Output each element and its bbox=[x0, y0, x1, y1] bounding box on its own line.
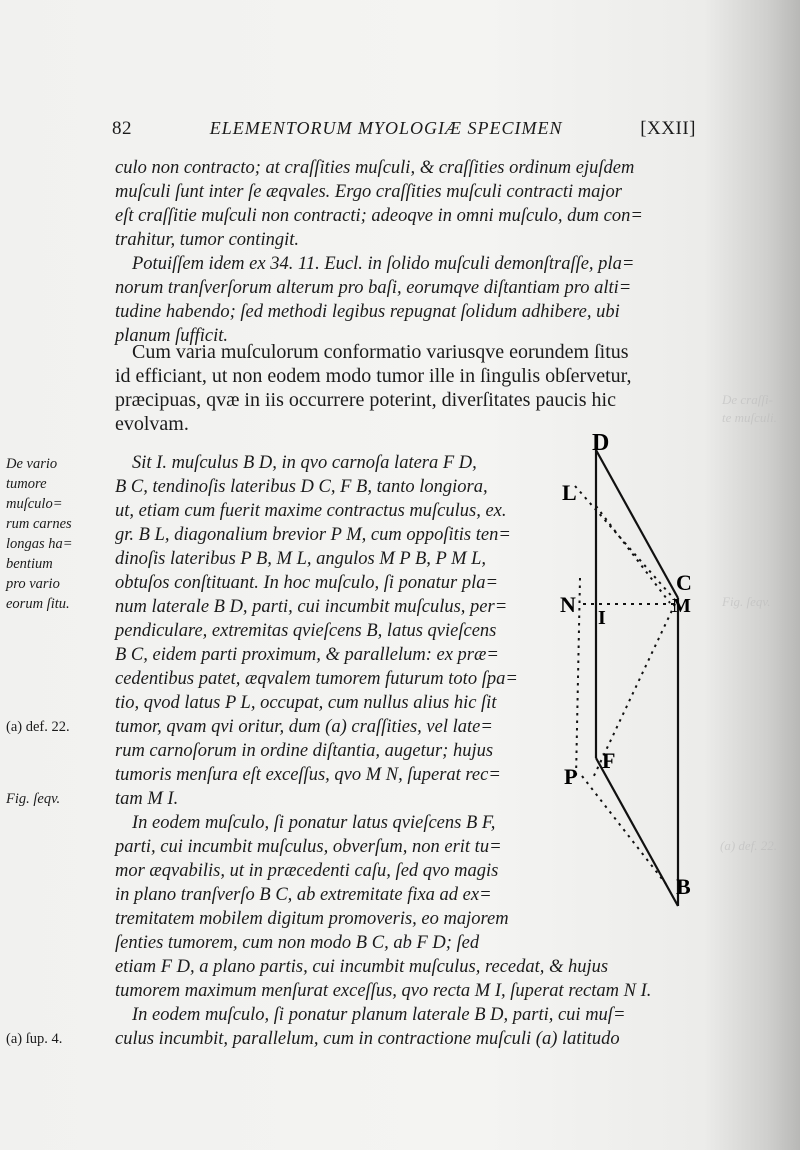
muscle-parallelogram-figure bbox=[548, 428, 708, 918]
page-number: 82 bbox=[112, 118, 132, 139]
text-line: parti, cui incumbit muſculus, obverſum, non erit tu= bbox=[115, 837, 502, 857]
text-line: tumorem maximum menſurat exceſſus, qvo recta M I, ſuperat rectam N I. bbox=[115, 981, 652, 1001]
label-l: L bbox=[562, 480, 577, 505]
margin-note-line: muſculo= bbox=[6, 496, 63, 512]
label-i: I bbox=[598, 607, 606, 629]
label-p: P bbox=[564, 764, 578, 789]
text-line: gr. B L, diagonalium brevior P M, cum oppoſitis ten= bbox=[115, 525, 511, 545]
text-line: tumoris menſura eſt exceſſus, qvo M N, ſuperat rec= bbox=[115, 765, 501, 785]
margin-note-fig-seqv: Fig. ſeqv. bbox=[6, 791, 61, 807]
text-line: præcipuas, qvæ in iis occurrere poterint, diverſitates paucis hic bbox=[115, 389, 616, 411]
text-line: obtuſos conſtituant. In hoc muſculo, ſi ponatur pla= bbox=[115, 573, 498, 593]
text-line: Potuiſſem idem ex 34. 11. Eucl. in ſolido muſculi demonſtraſſe, pla= bbox=[132, 254, 635, 274]
label-b: B bbox=[676, 874, 691, 899]
dotted-l-m-2 bbox=[596, 506, 670, 603]
text-line: Cum varia muſculorum conformatio variusqve eorundem ſitus bbox=[132, 341, 629, 363]
text-line: tremitatem mobilem digitum promoveris, eo majorem bbox=[115, 909, 509, 929]
label-c: C bbox=[676, 570, 692, 595]
section-number: [XXII] bbox=[640, 118, 696, 139]
text-line: etiam F D, a plano partis, cui incumbit muſculus, recedat, & hujus bbox=[115, 957, 609, 977]
label-m: M bbox=[672, 595, 691, 617]
margin-note-de-vario bbox=[6, 454, 110, 614]
dotted-p-b bbox=[582, 776, 666, 884]
label-n: N bbox=[560, 592, 576, 617]
label-f: F bbox=[602, 748, 616, 773]
text-line: tam M I. bbox=[115, 789, 179, 809]
running-title: ELEMENTORUM MYOLOGIÆ SPECIMEN bbox=[209, 118, 563, 138]
side-d-c bbox=[596, 450, 678, 598]
text-line: In eodem muſculo, ſi ponatur latus qvieſcens B F, bbox=[132, 813, 496, 833]
bleed-note-right-1: De craſſi- bbox=[722, 392, 773, 407]
text-line: rum carnoſorum in ordine diſtantia, augetur; hujus bbox=[115, 741, 494, 761]
text-line: culus incumbit, parallelum, cum in contractione muſculi (a) latitudo bbox=[115, 1029, 620, 1049]
figure-svg bbox=[548, 428, 708, 918]
text-line: In eodem muſculo, ſi ponatur planum laterale B D, parti, cui muſ= bbox=[132, 1005, 626, 1025]
text-line: pendiculare, extremitas qvieſcens B, latus qvieſcens bbox=[115, 621, 497, 641]
text-line: ſenties tumorem, cum non modo B C, ab F D; ſed bbox=[115, 933, 480, 953]
text-line: tio, qvod latus P L, occupat, cum nullus alius hic ſit bbox=[115, 693, 497, 713]
text-line: in plano tranſverſo B C, ab extremitate fixa ad ex= bbox=[115, 885, 492, 905]
margin-note-line: eorum ſitu. bbox=[6, 596, 70, 612]
text-line: trahitur, tumor contingit. bbox=[115, 230, 299, 250]
text-line: evolvam. bbox=[115, 413, 189, 435]
margin-note-line: tumore bbox=[6, 476, 47, 492]
text-line: culo non contracto; at craſſities muſculi, & craſſities ordinum ejuſdem bbox=[115, 158, 635, 178]
text-line: B C, eidem parti proximum, & parallelum: ex præ= bbox=[115, 645, 499, 665]
margin-note-line: bentium bbox=[6, 556, 53, 572]
text-line: tumor, qvam qvi oritur, dum (a) craſſities, vel late= bbox=[115, 717, 493, 737]
text-line: num laterale B D, parti, cui incumbit muſculus, per= bbox=[115, 597, 508, 617]
bleed-note-right-4: Fig. ſeqv. bbox=[722, 594, 771, 609]
margin-note-def-22: (a) def. 22. bbox=[6, 719, 70, 735]
margin-note-line: pro vario bbox=[6, 576, 60, 592]
bleed-note-right-2: te muſculi. bbox=[722, 410, 777, 425]
text-line: norum tranſverſorum alterum pro baſi, eorumqve diſtantiam pro alti= bbox=[115, 278, 632, 298]
running-header bbox=[112, 118, 696, 140]
bleed-note-right-3: (a) def. 22. bbox=[720, 838, 778, 853]
margin-note-sup-4: (a) ſup. 4. bbox=[6, 1031, 63, 1047]
text-line: ut, etiam cum fuerit maxime contractus muſculus, ex. bbox=[115, 501, 507, 521]
text-line: muſculi ſunt inter ſe æqvales. Ergo craſſities muſculi contracti major bbox=[115, 182, 622, 202]
text-line: eſt craſſitie muſculi non contracti; adeoqve in omni muſculo, dum con= bbox=[115, 206, 643, 226]
text-line: B C, tendinoſis lateribus D C, F B, tanto longiora, bbox=[115, 477, 488, 497]
text-line: dinoſis lateribus P B, M L, angulos M P B, P M L, bbox=[115, 549, 487, 569]
text-line: tudine habendo; ſed methodi legibus repugnat ſolidum adhibere, ubi bbox=[115, 302, 620, 322]
dotted-n-p bbox=[576, 578, 580, 778]
text-line: mor æqvabilis, ut in præcedenti caſu, ſed qvo magis bbox=[115, 861, 499, 881]
margin-note-line: De vario bbox=[6, 456, 58, 472]
label-d: D bbox=[592, 430, 610, 456]
text-line: planum ſufficit. bbox=[115, 326, 229, 346]
text-line: cedentibus patet, æqvalem tumorem futurum toto ſpa= bbox=[115, 669, 518, 689]
margin-note-line: longas ha= bbox=[6, 536, 73, 552]
text-line: Sit I. muſculus B D, in qvo carnoſa latera F D, bbox=[132, 453, 477, 473]
text-line: id efficiant, ut non eodem modo tumor ille in ſingulis obſervetur, bbox=[115, 365, 632, 387]
margin-note-line: rum carnes bbox=[6, 516, 72, 532]
